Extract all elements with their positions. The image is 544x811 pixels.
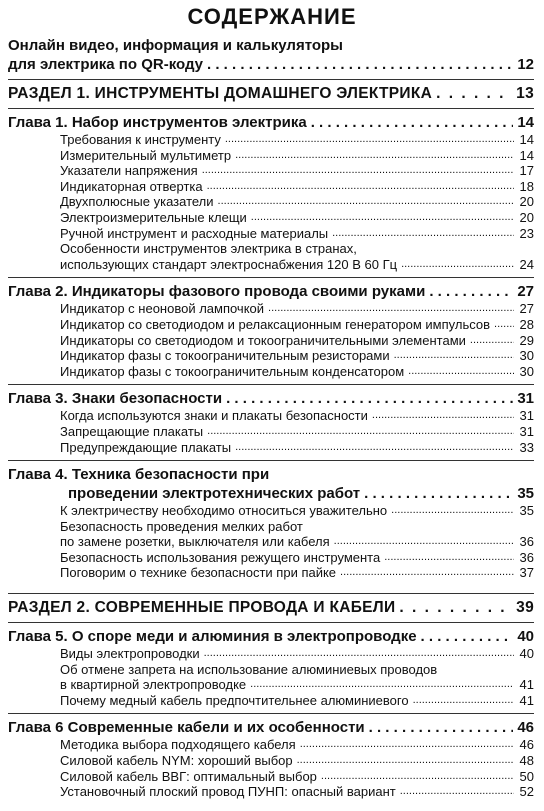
leader-dots <box>340 565 514 581</box>
page-number: 36 <box>519 534 534 550</box>
item-label: Измерительный мультиметр <box>60 147 232 163</box>
page-number: 48 <box>519 753 534 769</box>
page-number: 29 <box>519 332 534 348</box>
toc-item[interactable] <box>8 132 534 148</box>
toc-entry-label: для электрика по QR-коду <box>8 56 204 73</box>
item-label: Силовой кабель NYM: хороший выбор <box>60 753 293 769</box>
toc-item[interactable] <box>8 784 534 800</box>
section-label: РАЗДЕЛ 1. ИНСТРУМЕНТЫ ДОМАШНЕГО ЭЛЕКТРИКА <box>8 85 433 102</box>
toc-item[interactable] <box>8 737 534 753</box>
divider <box>8 622 534 623</box>
divider <box>8 460 534 461</box>
toc-chapter-3[interactable] <box>8 389 534 408</box>
toc-chapter-6[interactable] <box>8 718 534 737</box>
page-number: 31 <box>519 423 534 439</box>
chapter-label-continued: проведении электротехнических работ <box>68 485 361 503</box>
toc-section-1[interactable] <box>8 84 534 103</box>
item-label: Поговорим о технике безопасности при пайке <box>60 565 337 581</box>
toc-item[interactable] <box>8 550 534 566</box>
leader-dots <box>321 769 514 785</box>
item-label: Индикатор фазы с токоограничительным конденсатором <box>60 363 405 379</box>
leader-dots <box>421 627 514 646</box>
item-label: Безопасность проведения мелких работ <box>60 518 303 534</box>
toc-item[interactable] <box>8 333 534 349</box>
page-number: 33 <box>519 439 534 455</box>
table-of-contents <box>8 36 534 800</box>
toc-chapter-4[interactable] <box>8 465 534 503</box>
toc-item[interactable] <box>8 408 534 424</box>
toc-entry-label: Онлайн видео, информация и калькуляторы <box>8 37 343 54</box>
page-number: 35 <box>519 503 534 519</box>
divider <box>8 277 534 278</box>
item-label: Об отмене запрета на использование алюминиевых проводов <box>60 661 438 677</box>
page-number: 30 <box>519 348 534 364</box>
toc-item[interactable] <box>8 148 534 164</box>
leader-dots <box>470 333 514 349</box>
divider <box>8 713 534 714</box>
page-number: 35 <box>517 485 534 503</box>
page-number: 20 <box>519 194 534 210</box>
toc-item[interactable] <box>8 241 534 272</box>
divider <box>8 593 534 594</box>
item-label: Установочный плоский провод ПУНП: опасный вариант <box>60 784 396 800</box>
page-number: 52 <box>519 784 534 800</box>
leader-dots <box>394 348 514 364</box>
page-number: 18 <box>519 178 534 194</box>
toc-item[interactable] <box>8 424 534 440</box>
page-number: 40 <box>519 646 534 662</box>
item-label: Предупреждающие плакаты <box>60 439 232 455</box>
leader-dots <box>372 408 514 424</box>
leader-dots <box>226 389 513 408</box>
leader-dots <box>218 194 514 210</box>
toc-item[interactable] <box>8 503 534 519</box>
leader-dots <box>413 693 514 709</box>
item-label: Требования к инструменту <box>60 132 221 147</box>
divider <box>8 108 534 109</box>
leader-dots <box>429 282 513 301</box>
page-number: 14 <box>517 114 534 131</box>
toc-chapter-2[interactable] <box>8 282 534 301</box>
page-number: 30 <box>519 363 534 379</box>
leader-dots <box>400 784 514 800</box>
leader-dots <box>207 179 514 195</box>
item-label-continued: в квартирной электропроводке <box>60 677 247 693</box>
toc-item[interactable] <box>8 301 534 317</box>
leader-dots <box>225 132 514 148</box>
toc-item[interactable] <box>8 753 534 769</box>
item-label: Индикаторы со светодиодом и токоограничительными элементами <box>60 332 466 348</box>
toc-item[interactable] <box>8 646 534 662</box>
leader-dots <box>364 484 513 503</box>
chapter-label: Глава 3. Знаки безопасности <box>8 390 223 408</box>
page-number: 13 <box>516 85 534 102</box>
item-label: Силовой кабель ВВГ: оптимальный выбор <box>60 768 317 784</box>
page-number: 46 <box>517 719 534 737</box>
page-number: 12 <box>517 56 534 73</box>
leader-dots <box>251 210 514 226</box>
item-label: Двухполюсные указатели <box>60 194 214 210</box>
item-label: Индикатор со светодиодом и релаксационным генератором импульсов <box>60 316 491 332</box>
toc-item[interactable] <box>8 364 534 380</box>
leader-dots <box>250 677 514 693</box>
page-number: 14 <box>519 147 534 163</box>
page-number: 23 <box>519 225 534 241</box>
item-label: Почему медный кабель предпочтительнее алюминиевого <box>60 692 409 708</box>
toc-item[interactable] <box>8 210 534 226</box>
item-label: Методика выбора подходящего кабеля <box>60 737 296 753</box>
leader-dots <box>384 550 514 566</box>
item-label: К электричеству необходимо относиться уважительно <box>60 503 388 519</box>
item-label-continued: использующих стандарт электроснабжения 120 В 60 Гц <box>60 256 398 272</box>
item-label: Указатели напряжения <box>60 163 198 179</box>
leader-dots <box>408 364 514 380</box>
leader-dots <box>401 257 514 273</box>
leader-dots <box>268 301 514 317</box>
item-label: Запрещающие плакаты <box>60 423 204 439</box>
page-number: 20 <box>519 209 534 225</box>
leader-dots <box>235 148 514 164</box>
toc-chapter-1[interactable] <box>8 113 534 132</box>
page-number: 37 <box>519 565 534 581</box>
page-number: 28 <box>519 316 534 332</box>
leader-dots <box>332 226 514 242</box>
page-number: 31 <box>519 408 534 424</box>
page-number: 24 <box>519 256 534 272</box>
page-number: 36 <box>519 549 534 565</box>
leader-dots <box>391 503 514 519</box>
leader-dots <box>207 424 514 440</box>
page-number: 50 <box>519 768 534 784</box>
leader-dots <box>399 598 512 617</box>
toc-item[interactable] <box>8 565 534 581</box>
toc-chapter-5[interactable] <box>8 627 534 646</box>
leader-dots <box>202 163 514 179</box>
page-number: 46 <box>519 737 534 753</box>
page-number: 17 <box>519 163 534 179</box>
item-label: Индикатор фазы с токоограничительным резисторами <box>60 348 390 364</box>
chapter-label: Глава 5. О споре меди и алюминия в электропроводке <box>8 628 417 646</box>
section-label: РАЗДЕЛ 2. СОВРЕМЕННЫЕ ПРОВОДА И КАБЕЛИ <box>8 599 396 617</box>
page-number: 14 <box>519 132 534 147</box>
item-label: Виды электропроводки <box>60 646 200 662</box>
page-number: 31 <box>517 390 534 408</box>
toc-item[interactable] <box>8 194 534 210</box>
leader-dots <box>207 55 513 74</box>
toc-item[interactable] <box>8 348 534 364</box>
page-number: 41 <box>519 677 534 693</box>
item-label: Когда используются знаки и плакаты безопасности <box>60 408 368 424</box>
item-label: Ручной инструмент и расходные материалы <box>60 225 329 241</box>
leader-dots <box>235 440 514 456</box>
item-label: Индикаторная отвертка <box>60 178 203 194</box>
toc-item[interactable] <box>8 693 534 709</box>
toc-item[interactable] <box>8 519 534 550</box>
item-label: Индикатор с неоновой лампочкой <box>60 301 265 317</box>
leader-dots <box>204 646 514 662</box>
page-number: 27 <box>517 283 534 301</box>
chapter-label: Глава 6 Современные кабели и их особенности <box>8 719 365 737</box>
leader-dots <box>300 737 514 753</box>
chapter-label: Глава 2. Индикаторы фазового провода своими руками <box>8 283 426 301</box>
page-number: 41 <box>519 692 534 708</box>
leader-dots <box>494 317 514 333</box>
toc-item[interactable] <box>8 440 534 456</box>
toc-item[interactable] <box>8 226 534 242</box>
chapter-label: Глава 1. Набор инструментов электрика <box>8 114 307 131</box>
chapter-label: Глава 4. Техника безопасности при <box>8 466 270 484</box>
toc-item[interactable] <box>8 179 534 195</box>
leader-dots <box>297 753 514 769</box>
item-label: Безопасность использования режущего инструмента <box>60 549 381 565</box>
page-number: 40 <box>517 628 534 646</box>
item-label: Особенности инструментов электрика в странах, <box>60 241 357 257</box>
toc-item[interactable] <box>8 662 534 693</box>
page-number: 39 <box>516 599 534 617</box>
toc-item[interactable] <box>8 163 534 179</box>
toc-section-2[interactable] <box>8 598 534 617</box>
page-title: СОДЕРЖАНИЕ <box>187 4 357 29</box>
leader-dots <box>334 534 514 550</box>
toc-item[interactable] <box>8 769 534 785</box>
page-number: 27 <box>519 301 534 317</box>
leader-dots <box>436 84 512 103</box>
toc-item[interactable] <box>8 317 534 333</box>
divider <box>8 79 534 80</box>
item-label: Электроизмерительные клещи <box>60 209 247 225</box>
item-label-continued: по замене розетки, выключателя или кабеля <box>60 534 330 550</box>
leader-dots <box>369 718 514 737</box>
leader-dots <box>311 113 514 132</box>
divider <box>8 384 534 385</box>
toc-entry-intro[interactable] <box>8 36 534 74</box>
